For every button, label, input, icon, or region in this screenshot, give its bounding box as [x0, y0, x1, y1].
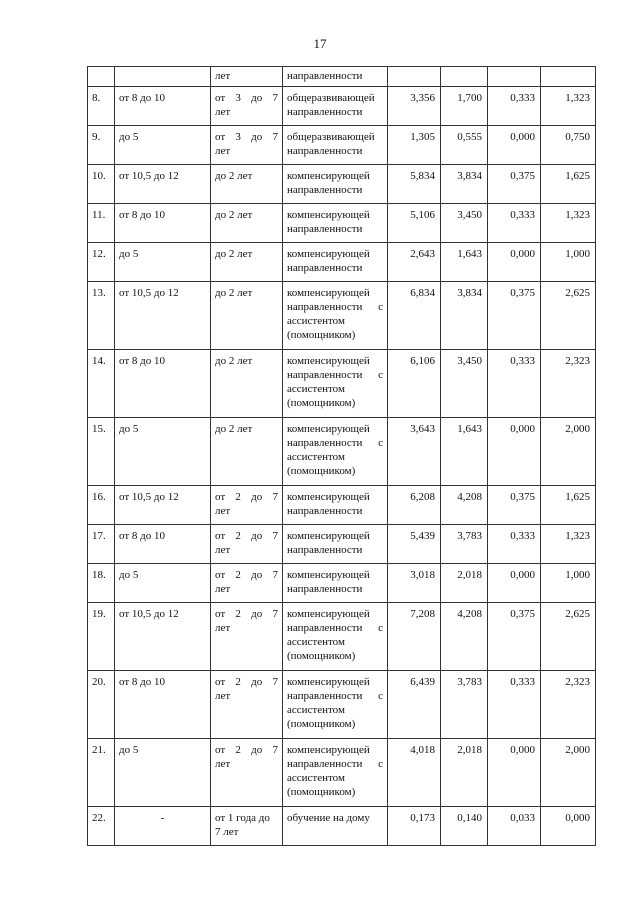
age-word: 7 [272, 530, 278, 542]
cell-period: до 5 [115, 564, 211, 603]
age-word: 2 [235, 744, 241, 756]
cell-value-1: 3,018 [388, 564, 441, 603]
table-row [88, 282, 596, 350]
age-word: до [251, 676, 263, 688]
cell-age: до 2 лет [211, 350, 283, 418]
cell-value-1: 3,356 [388, 87, 441, 126]
cell-no: 11. [88, 204, 115, 243]
focus-line: компенсирующей [287, 287, 370, 299]
cell-value-2: 3,834 [441, 165, 488, 204]
cell-age: до 2 лет [211, 204, 283, 243]
focus-line: направленности [287, 262, 363, 274]
focus-line: компенсирующей [287, 423, 370, 435]
age-unit: лет [215, 758, 231, 770]
cell-value-4: 1,000 [541, 564, 596, 603]
cell-focus [283, 243, 388, 282]
cell-focus [283, 87, 388, 126]
age-word: до [251, 131, 263, 143]
focus-line: ассистентом [287, 772, 345, 784]
cell-value-3: 0,333 [488, 204, 541, 243]
cell-no: 15. [88, 418, 115, 486]
cell-period: - [115, 807, 211, 846]
cell-no: 9. [88, 126, 115, 165]
focus-line: (помощником) [287, 650, 356, 662]
cell-no: 19. [88, 603, 115, 671]
cell-focus [283, 564, 388, 603]
focus-line: направленности [287, 505, 363, 517]
age-range-line [215, 529, 278, 543]
cell-value-3 [488, 67, 541, 87]
focus-line: компенсирующей [287, 530, 370, 542]
cell-value-2: 4,208 [441, 603, 488, 671]
table-body [88, 67, 596, 846]
cell-value-2: 2,018 [441, 739, 488, 807]
cell-value-4: 1,000 [541, 243, 596, 282]
focus-line: ассистентом [287, 315, 345, 327]
focus-line: общеразвивающей [287, 131, 375, 143]
focus-line: ассистентом [287, 704, 345, 716]
table-row [88, 126, 596, 165]
cell-value-3: 0,375 [488, 165, 541, 204]
cell-value-2: 3,450 [441, 204, 488, 243]
focus-line: направленности [287, 145, 363, 157]
table-row [88, 603, 596, 671]
cell-value-3: 0,375 [488, 486, 541, 525]
cell-age: лет [211, 67, 283, 87]
age-unit: лет [215, 583, 231, 595]
focus-word: с [378, 758, 383, 770]
table-row [88, 671, 596, 739]
cell-value-4: 2,625 [541, 603, 596, 671]
focus-line [287, 436, 383, 450]
table-row [88, 807, 596, 846]
cell-value-4: 0,000 [541, 807, 596, 846]
cell-period: от 8 до 10 [115, 87, 211, 126]
cell-age [211, 525, 283, 564]
cell-value-1: 5,834 [388, 165, 441, 204]
focus-line: направленности [287, 106, 363, 118]
cell-value-2: 3,783 [441, 525, 488, 564]
focus-word: направленности [287, 437, 363, 449]
table-row [88, 204, 596, 243]
focus-word: с [378, 622, 383, 634]
cell-no: 16. [88, 486, 115, 525]
table-row [88, 418, 596, 486]
focus-word: с [378, 690, 383, 702]
focus-line: направленности [287, 184, 363, 196]
table-row [88, 87, 596, 126]
age-word: до [251, 92, 263, 104]
cell-value-3: 0,375 [488, 282, 541, 350]
cell-no [88, 67, 115, 87]
cell-focus [283, 525, 388, 564]
focus-line [287, 689, 383, 703]
cell-focus: направленности [283, 67, 388, 87]
age-word: 7 [272, 608, 278, 620]
cell-value-1: 0,173 [388, 807, 441, 846]
cell-value-2: 1,643 [441, 243, 488, 282]
focus-line: ассистентом [287, 383, 345, 395]
cell-value-2: 0,555 [441, 126, 488, 165]
age-word: 3 [235, 92, 241, 104]
cell-value-4: 2,000 [541, 418, 596, 486]
age-word: 7 [272, 744, 278, 756]
cell-value-1: 4,018 [388, 739, 441, 807]
age-unit: лет [215, 505, 231, 517]
cell-value-2: 3,783 [441, 671, 488, 739]
focus-line: компенсирующей [287, 676, 370, 688]
cell-value-3: 0,333 [488, 525, 541, 564]
cell-age [211, 603, 283, 671]
cell-no: 21. [88, 739, 115, 807]
focus-line: (помощником) [287, 465, 356, 477]
cell-period: от 10,5 до 12 [115, 486, 211, 525]
table-row-continuation [88, 67, 596, 87]
cell-focus [283, 165, 388, 204]
page-number: 17 [313, 36, 327, 51]
cell-no: 17. [88, 525, 115, 564]
age-range-line [215, 607, 278, 621]
table-row [88, 350, 596, 418]
age-word: до [251, 744, 263, 756]
focus-line: ассистентом [287, 451, 345, 463]
focus-line: компенсирующей [287, 569, 370, 581]
focus-line: компенсирующей [287, 209, 370, 221]
cell-no: 22. [88, 807, 115, 846]
cell-age: до 2 лет [211, 418, 283, 486]
focus-line: (помощником) [287, 329, 356, 341]
focus-line: общеразвивающей [287, 92, 375, 104]
cell-no: 13. [88, 282, 115, 350]
cell-focus [283, 739, 388, 807]
cell-period: от 10,5 до 12 [115, 603, 211, 671]
cell-value-2: 4,208 [441, 486, 488, 525]
cell-age: от 1 года до 7 лет [211, 807, 283, 846]
focus-line: направленности [287, 223, 363, 235]
cell-value-3: 0,000 [488, 243, 541, 282]
cell-period: до 5 [115, 418, 211, 486]
cell-period: от 8 до 10 [115, 350, 211, 418]
cell-value-3: 0,375 [488, 603, 541, 671]
cell-value-4: 2,625 [541, 282, 596, 350]
cell-value-4: 1,323 [541, 525, 596, 564]
focus-word: направленности [287, 758, 363, 770]
age-word: от [215, 569, 226, 581]
cell-value-3: 0,333 [488, 87, 541, 126]
age-word: 3 [235, 131, 241, 143]
cell-age: до 2 лет [211, 282, 283, 350]
age-word: от [215, 744, 226, 756]
cell-age [211, 671, 283, 739]
cell-value-4: 1,625 [541, 486, 596, 525]
cell-focus [283, 671, 388, 739]
cell-age [211, 87, 283, 126]
cell-value-1 [388, 67, 441, 87]
cell-age: до 2 лет [211, 165, 283, 204]
cell-value-2: 3,450 [441, 350, 488, 418]
cell-value-1: 6,106 [388, 350, 441, 418]
focus-line: компенсирующей [287, 248, 370, 260]
focus-line [287, 757, 383, 771]
focus-word: с [378, 437, 383, 449]
cell-value-1: 6,834 [388, 282, 441, 350]
age-word: от [215, 92, 226, 104]
cell-focus [283, 126, 388, 165]
cell-age: до 2 лет [211, 243, 283, 282]
age-word: от [215, 608, 226, 620]
cell-focus [283, 603, 388, 671]
cell-no: 10. [88, 165, 115, 204]
cell-period: от 8 до 10 [115, 525, 211, 564]
cell-value-2: 1,643 [441, 418, 488, 486]
age-range-line [215, 130, 278, 144]
age-word: до [251, 491, 263, 503]
age-word: от [215, 676, 226, 688]
age-word: от [215, 491, 226, 503]
age-word: 2 [235, 491, 241, 503]
focus-word: направленности [287, 690, 363, 702]
age-word: 7 [272, 491, 278, 503]
focus-word: с [378, 369, 383, 381]
cell-value-4: 0,750 [541, 126, 596, 165]
cell-value-2 [441, 67, 488, 87]
table-row [88, 165, 596, 204]
cell-value-4: 1,625 [541, 165, 596, 204]
age-word: до [251, 530, 263, 542]
cell-value-3: 0,000 [488, 126, 541, 165]
cell-value-3: 0,333 [488, 350, 541, 418]
cell-value-4: 1,323 [541, 204, 596, 243]
age-unit: лет [215, 690, 231, 702]
age-word: 7 [272, 676, 278, 688]
age-word: 7 [272, 92, 278, 104]
cell-value-4: 2,000 [541, 739, 596, 807]
cell-period: от 8 до 10 [115, 671, 211, 739]
focus-line: (помощником) [287, 718, 356, 730]
cell-no: 18. [88, 564, 115, 603]
age-word: от [215, 530, 226, 542]
table-row [88, 486, 596, 525]
focus-line: компенсирующей [287, 491, 370, 503]
cell-no: 14. [88, 350, 115, 418]
age-word: 2 [235, 569, 241, 581]
focus-line: компенсирующей [287, 355, 370, 367]
cell-value-1: 3,643 [388, 418, 441, 486]
age-word: 7 [272, 569, 278, 581]
focus-line: направленности [287, 544, 363, 556]
focus-word: направленности [287, 622, 363, 634]
age-word: до [251, 608, 263, 620]
cell-age [211, 564, 283, 603]
table-row [88, 525, 596, 564]
cell-period: от 10,5 до 12 [115, 282, 211, 350]
cell-value-1: 5,106 [388, 204, 441, 243]
age-unit: лет [215, 622, 231, 634]
focus-line: (помощником) [287, 786, 356, 798]
cell-value-4: 1,323 [541, 87, 596, 126]
age-range-line [215, 675, 278, 689]
cell-age [211, 486, 283, 525]
cell-focus [283, 807, 388, 846]
cell-value-3: 0,000 [488, 564, 541, 603]
focus-word: направленности [287, 301, 363, 313]
table-row [88, 564, 596, 603]
cell-value-1: 6,439 [388, 671, 441, 739]
age-word: от [215, 131, 226, 143]
cell-period: до 5 [115, 739, 211, 807]
cell-period: от 10,5 до 12 [115, 165, 211, 204]
table-row [88, 243, 596, 282]
focus-line: направленности [287, 583, 363, 595]
cell-period: до 5 [115, 243, 211, 282]
table-row [88, 739, 596, 807]
cell-value-2: 2,018 [441, 564, 488, 603]
age-range-line [215, 743, 278, 757]
focus-line: ассистентом [287, 636, 345, 648]
cell-no: 12. [88, 243, 115, 282]
cell-age [211, 126, 283, 165]
cell-age [211, 739, 283, 807]
focus-word: с [378, 301, 383, 313]
cell-focus [283, 350, 388, 418]
cell-value-1: 2,643 [388, 243, 441, 282]
age-unit: лет [215, 544, 231, 556]
age-word: до [251, 569, 263, 581]
cell-value-1: 7,208 [388, 603, 441, 671]
age-word: 2 [235, 676, 241, 688]
cell-value-3: 0,333 [488, 671, 541, 739]
cell-focus [283, 486, 388, 525]
focus-line [287, 368, 383, 382]
focus-line [287, 621, 383, 635]
cell-period: до 5 [115, 126, 211, 165]
cell-focus [283, 204, 388, 243]
cell-value-2: 0,140 [441, 807, 488, 846]
age-range-line [215, 568, 278, 582]
cell-no: 8. [88, 87, 115, 126]
age-word: 2 [235, 530, 241, 542]
cell-value-1: 5,439 [388, 525, 441, 564]
focus-line: компенсирующей [287, 170, 370, 182]
cell-value-4 [541, 67, 596, 87]
cell-value-2: 1,700 [441, 87, 488, 126]
focus-word: направленности [287, 369, 363, 381]
cell-focus [283, 282, 388, 350]
cell-value-3: 0,033 [488, 807, 541, 846]
age-unit: лет [215, 106, 231, 118]
cell-value-3: 0,000 [488, 418, 541, 486]
cell-period: от 8 до 10 [115, 204, 211, 243]
age-word: 7 [272, 131, 278, 143]
age-range-line [215, 490, 278, 504]
cell-value-1: 1,305 [388, 126, 441, 165]
cell-value-2: 3,834 [441, 282, 488, 350]
focus-line: компенсирующей [287, 744, 370, 756]
focus-line: компенсирующей [287, 608, 370, 620]
cell-value-4: 2,323 [541, 671, 596, 739]
cell-value-4: 2,323 [541, 350, 596, 418]
cell-focus [283, 418, 388, 486]
focus-line: (помощником) [287, 397, 356, 409]
age-word: 2 [235, 608, 241, 620]
focus-line: обучение на дому [287, 812, 370, 824]
cell-period [115, 67, 211, 87]
age-unit: лет [215, 145, 231, 157]
cell-value-1: 6,208 [388, 486, 441, 525]
age-range-line [215, 91, 278, 105]
cell-no: 20. [88, 671, 115, 739]
focus-line [287, 300, 383, 314]
cell-value-3: 0,000 [488, 739, 541, 807]
tariff-table [87, 66, 596, 846]
